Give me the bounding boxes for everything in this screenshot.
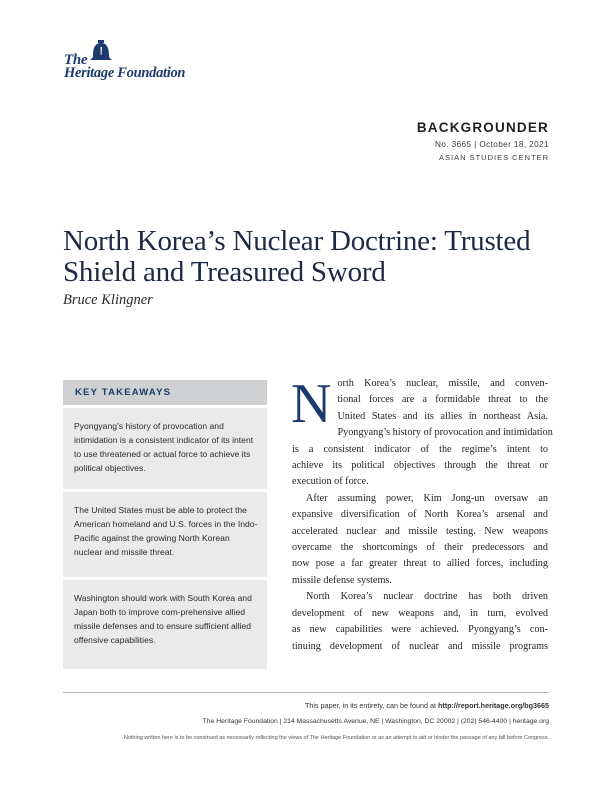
logo-line-the: The [64, 52, 88, 68]
footer-url-link[interactable]: http://report.heritage.org/bg3665 [437, 701, 549, 710]
key-takeaway-item: Washington should work with South Korea and Japan both to improve com-prehensive allied missile defenses and to ensure sufficient allied offensive capabilities. [63, 580, 267, 669]
text-line: North Korea’s nuclear doctrine has both driven [306, 591, 548, 603]
author-name: Bruce Klingner [63, 292, 153, 308]
text-line: tinuing development of nuclear and missile programs [292, 640, 548, 652]
paragraph-2 [292, 491, 548, 589]
text-line: missile defense systems. [292, 574, 392, 586]
article-body [291, 373, 553, 655]
text-line: tional forces are a formidable threat to the [337, 394, 548, 406]
logo-line-name: Heritage Foundation [64, 65, 186, 81]
text-line: After assuming power, Kim Jong-un oversaw an [306, 492, 548, 504]
paragraph-3 [292, 589, 548, 655]
text-line: accelerated nuclear and missile testing. New weapons [292, 525, 548, 537]
document-type: BACKGROUNDER [416, 120, 549, 135]
key-takeaway-item: Pyongyang’s history of provocation and intimidation is a consistent indicator of its intent to use threatened or actual force to achieve its political objectives. [63, 408, 267, 489]
paragraph-1 [291, 373, 553, 491]
drop-cap: N [291, 373, 332, 435]
text-line: Pyongyang’s history of provocation and intimidation [337, 427, 553, 439]
footer-availability [305, 701, 549, 710]
document-center: ASIAN STUDIES CENTER [438, 153, 549, 162]
key-takeaways-box [63, 380, 267, 669]
text-line: United States and its allies in northeast Asia. [337, 410, 548, 422]
text-line: now pose a far greater threat to allied forces, including [292, 558, 548, 570]
document-number-date: No. 3665 | October 18, 2021 [435, 140, 549, 149]
heritage-foundation-logo [62, 38, 212, 82]
document-meta [417, 120, 549, 162]
text-line: development of new weapons and, in turn, evolved [292, 607, 548, 619]
footer-disclaimer: Nothing written here is to be construed as necessarily reflecting the views of The Heritage Foundation or as an attempt to aid or hinder the passage of any bill before Congress. [123, 735, 549, 741]
page-title: North Korea’s Nuclear Doctrine: Trusted Shield and Treasured Sword [63, 225, 531, 288]
text-line: as new capabilities were achieved. Pyongyang’s con- [292, 624, 548, 636]
footer-address: The Heritage Foundation | 214 Massachusetts Avenue, NE | Washington, DC 20002 | (202) 546-4400 | heritage.org [202, 718, 549, 725]
text-line: orth Korea’s nuclear, missile, and conven- [337, 378, 548, 389]
key-takeaways-header: KEY TAKEAWAYS [63, 380, 267, 405]
footer-divider [63, 692, 549, 693]
text-line: achieve its political objectives through the threat or [292, 460, 548, 472]
text-line: expansive diversification of North Korea’s arsenal and [292, 509, 548, 521]
text-line: overcame the shortcomings of their predecessors and [292, 542, 548, 554]
footer-availability-text: This paper, in its entirety, can be found at [305, 701, 436, 710]
key-takeaway-item: The United States must be able to protect the American homeland and U.S. forces in the Indo-Pacific against the growing North Korean nuclear and missile threat. [63, 492, 267, 577]
text-line: is a consistent indicator of the regime’s intent to [292, 443, 548, 455]
text-line: execution of force. [292, 476, 369, 488]
